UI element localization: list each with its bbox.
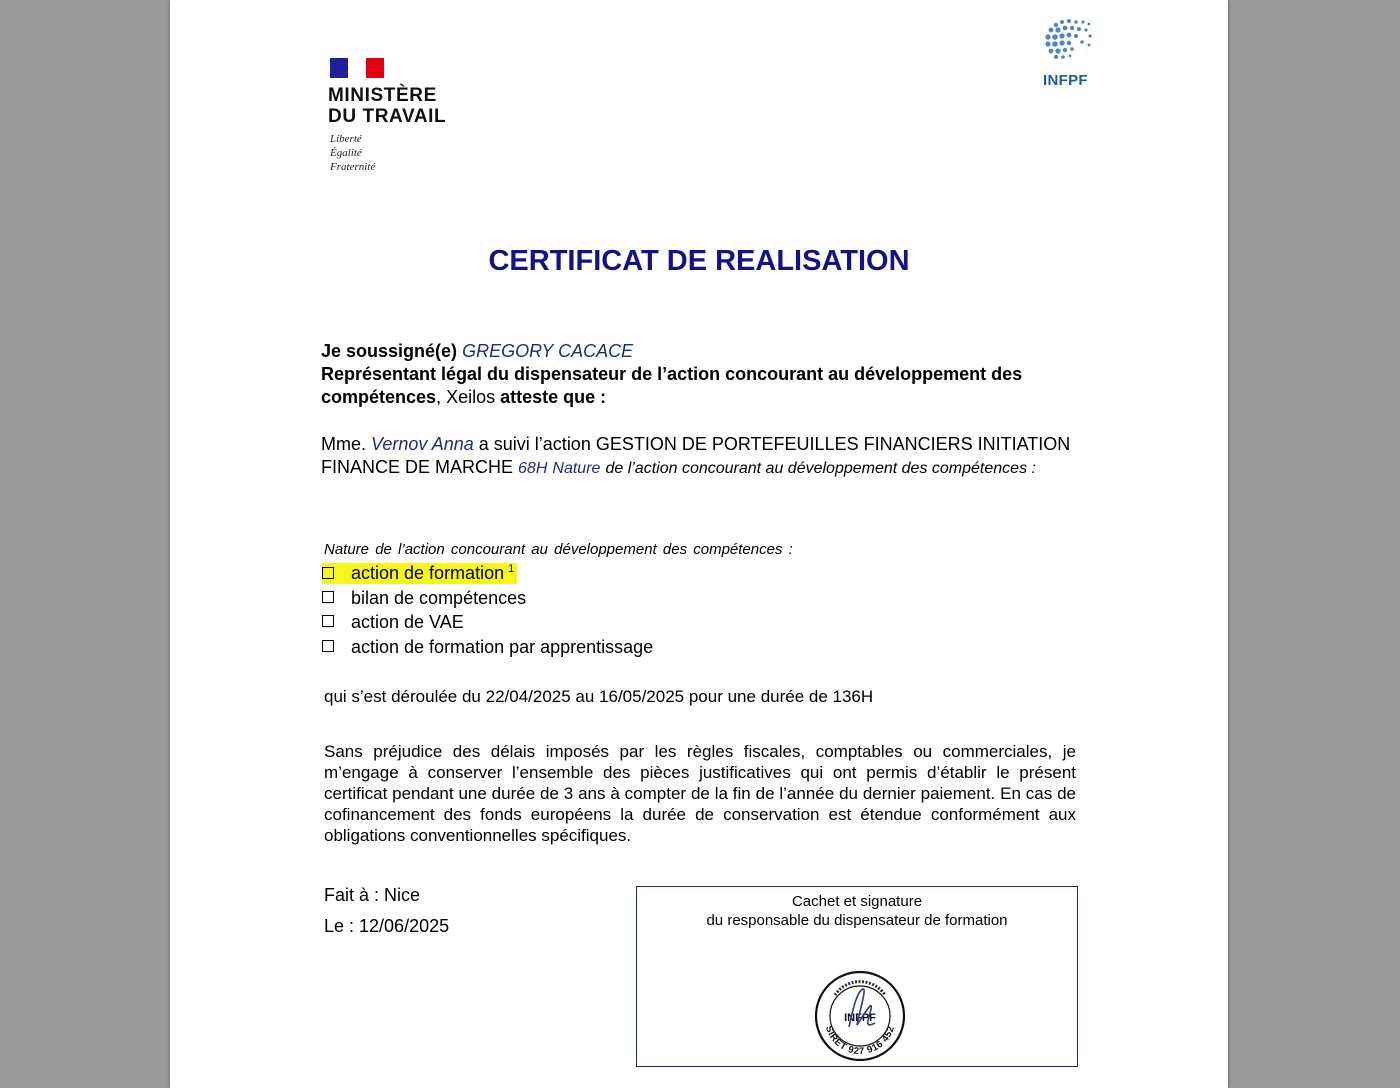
ministry-name: MINISTÈRE DU TRAVAIL: [328, 85, 447, 127]
learner-nature-word: Nature: [552, 460, 601, 477]
signatory-attests: atteste que :: [500, 387, 607, 407]
checkbox-icon[interactable]: [322, 640, 334, 652]
option-label: action de VAE: [351, 611, 464, 632]
training-period: qui s’est déroulée du 22/04/2025 au 16/05/2025 pour une durée de 136H: [324, 687, 874, 706]
infpf-globe-icon: [1042, 18, 1096, 60]
signature-box: [636, 886, 1078, 1067]
highlighted-option: [322, 563, 517, 584]
footnote-marker: 1: [508, 562, 515, 575]
infpf-logo-text: INFPF: [1043, 72, 1088, 89]
signatory-organization: Xeilos: [446, 387, 496, 407]
learner-name: Vernov Anna: [371, 434, 474, 454]
french-flag-logo: [330, 58, 384, 78]
company-stamp-icon: [813, 969, 907, 1063]
course-hours: 68H: [518, 460, 548, 477]
document-title: CERTIFICAT DE REALISATION: [488, 245, 910, 277]
signature-heading-line2: du responsable du dispensateur de formation: [706, 912, 1008, 929]
signatory-role: [321, 363, 1091, 409]
learner-title: Mme.: [321, 434, 366, 454]
learner-followed: a suivi l’action: [478, 434, 591, 454]
signatory-role-separator: ,: [436, 387, 447, 407]
signatory-role-text: Représentant légal du dispensateur de l’action concourant au développement des compétences: [321, 364, 1023, 407]
checkbox-icon[interactable]: [322, 567, 334, 579]
flag-white-band: [348, 58, 366, 78]
nature-option-formation[interactable]: [322, 561, 517, 585]
signature-heading-line1: Cachet et signature: [791, 893, 923, 910]
learner-paragraph: [321, 433, 1091, 479]
nature-option-bilan[interactable]: [322, 586, 526, 610]
signatory-line: [321, 340, 1091, 363]
option-label: action de formation par apprentissage: [351, 636, 654, 657]
option-label: action de formation: [351, 562, 505, 583]
place-label: Fait à : Nice: [324, 885, 421, 905]
flag-red-band: [366, 58, 384, 78]
signatory-intro: Je soussigné(e): [321, 341, 458, 361]
legal-notice: Sans préjudice des délais imposés par les règles fiscales, comptables ou commerciales, je m’engage à conserver l’ensemble des pièces justificatives qui ont permis d’établir le présent certificat pendant une durée de 3 ans à compter de la fin de l’année du dernier paiement. En cas de cofinancement des fonds européens la durée de conservation est étendue conformément aux obligations conventionnelles spécifiques.: [324, 742, 1076, 845]
date-label: Le : 12/06/2025: [324, 916, 450, 936]
course-name: GESTION DE PORTEFEUILLES FINANCIERS INITIATION FINANCE DE MARCHE: [321, 434, 1071, 477]
signatory-name: GREGORY CACACE: [462, 341, 634, 361]
ministry-motto: Liberté Égalité Fraternité: [330, 133, 376, 173]
stamp-siret-text: SIRET 927 916 452: [822, 1024, 898, 1058]
checkbox-icon[interactable]: [322, 591, 334, 603]
learner-nature-rest: de l’action concourant au développement des compétences :: [605, 460, 1036, 477]
stamp-center-text: INFPF: [844, 1012, 876, 1024]
document-page: [170, 0, 1228, 1088]
option-label: bilan de compétences: [351, 587, 527, 608]
checkbox-icon[interactable]: [322, 615, 334, 627]
flag-blue-band: [330, 58, 348, 78]
nature-option-apprentissage[interactable]: [322, 635, 653, 659]
nature-option-vae[interactable]: [322, 610, 464, 634]
nature-label: Nature de l’action concourant au développement des compétences :: [324, 541, 793, 558]
